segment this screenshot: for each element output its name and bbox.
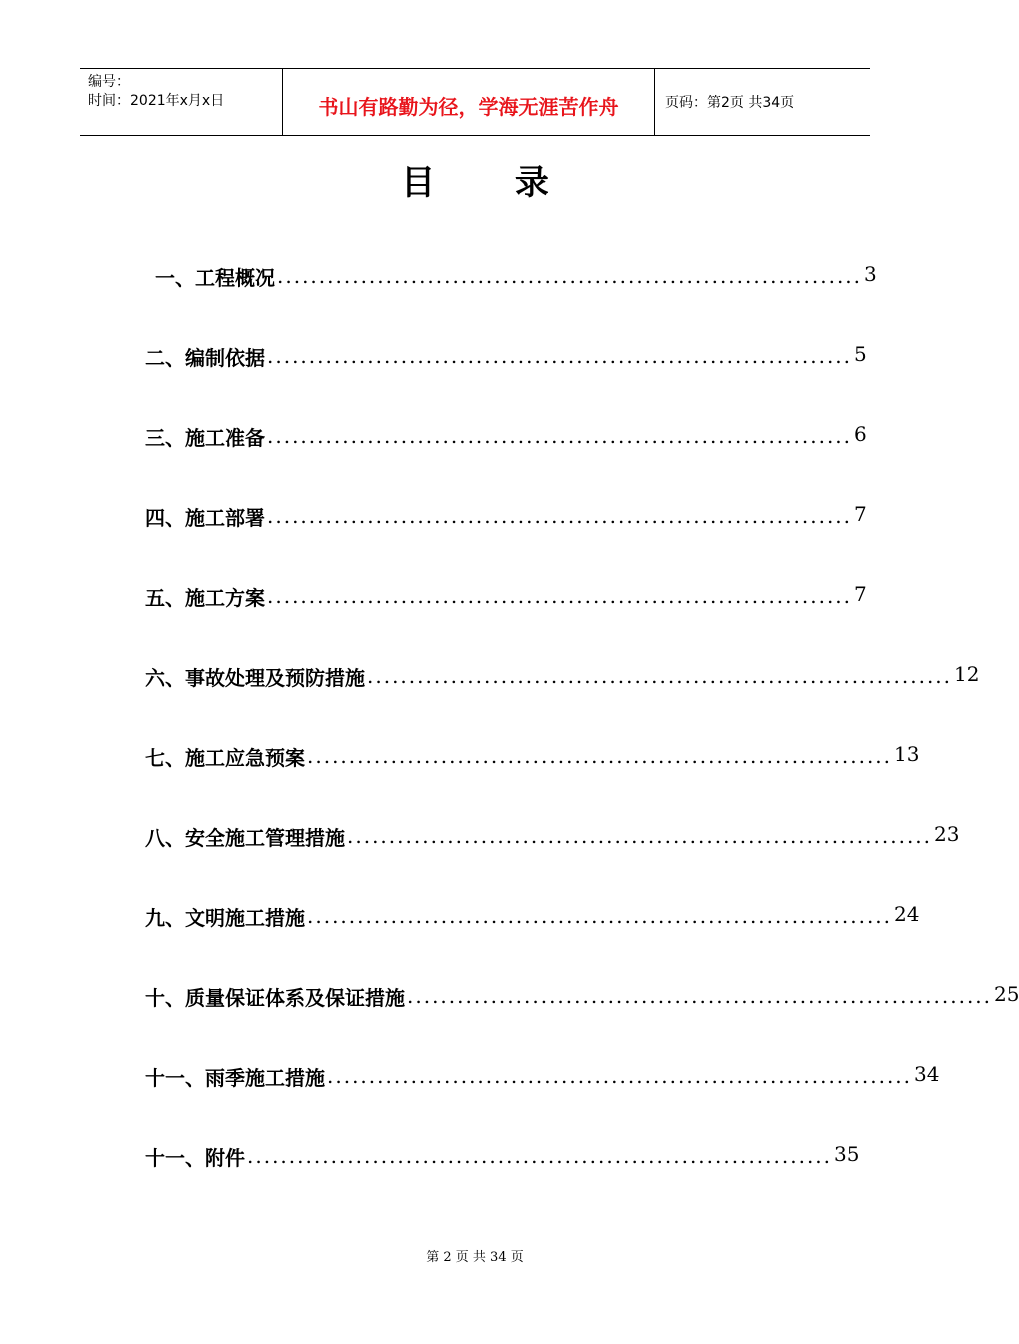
header-motto-cell (283, 69, 655, 135)
toc-entry[interactable] (145, 1062, 940, 1142)
toc-leader: ...................................................................... (367, 664, 953, 688)
toc-entry-page: 7 (854, 502, 867, 526)
toc-entry[interactable] (145, 502, 867, 582)
toc-entry-page: 6 (854, 422, 867, 446)
toc-entry[interactable] (145, 582, 867, 662)
header-meta (80, 69, 283, 135)
toc-entry-page: 35 (834, 1142, 860, 1166)
toc-entry-page: 3 (864, 262, 877, 286)
toc-leader: ...................................................................... (307, 744, 893, 768)
page-header (80, 68, 870, 136)
page-title (0, 155, 950, 204)
toc-leader: ...................................................................... (267, 344, 853, 368)
toc-entry-label: 二、编制依据 (145, 346, 265, 370)
toc-entry-page: 25 (994, 982, 1019, 1006)
toc-entry-label: 九、文明施工措施 (145, 906, 305, 930)
toc-entry[interactable] (145, 342, 867, 422)
toc-entry[interactable] (145, 662, 980, 742)
toc-entry[interactable] (145, 982, 1019, 1062)
toc-entry-label: 五、施工方案 (145, 586, 265, 610)
toc-entry-page: 13 (894, 742, 920, 766)
title-char-1: 目 (401, 163, 436, 203)
toc-entry-label: 十一、雨季施工措施 (145, 1066, 325, 1090)
page-footer: 第 2 页 共 34 页 (426, 1250, 524, 1265)
header-page-info-cell (655, 69, 870, 135)
time-label: 时间：2021年x月x日 (88, 93, 225, 109)
toc-entry[interactable] (145, 422, 867, 502)
toc-entry-label: 三、施工准备 (145, 426, 265, 450)
toc-leader: ...................................................................... (327, 1064, 913, 1088)
toc-leader: ...................................................................... (307, 904, 893, 928)
toc-entry-label: 八、安全施工管理措施 (145, 826, 345, 850)
toc-entry-page: 23 (934, 822, 960, 846)
toc-leader: ...................................................................... (407, 984, 993, 1008)
motto-text: 书山有路勤为径，学海无涯苦作舟 (318, 94, 619, 119)
toc-entry-page: 7 (854, 582, 867, 606)
toc-entry-label: 七、施工应急预案 (145, 746, 305, 770)
toc-entry-label: 十、质量保证体系及保证措施 (145, 986, 405, 1010)
table-of-contents (145, 262, 1019, 1222)
toc-entry-page: 24 (894, 902, 920, 926)
toc-entry-label: 四、施工部署 (145, 506, 265, 530)
toc-leader: ...................................................................... (347, 824, 933, 848)
toc-entry-page: 34 (914, 1062, 940, 1086)
toc-entry[interactable] (145, 902, 920, 982)
toc-entry[interactable] (145, 1142, 860, 1222)
toc-leader: ...................................................................... (267, 584, 853, 608)
number-label: 编号： (88, 74, 130, 90)
toc-leader: ...................................................................... (267, 504, 853, 528)
toc-entry-page: 5 (854, 342, 867, 366)
toc-leader: ...................................................................... (247, 1144, 833, 1168)
toc-entry[interactable] (145, 262, 877, 342)
toc-leader: ...................................................................... (277, 264, 863, 288)
toc-leader: ...................................................................... (267, 424, 853, 448)
toc-entry[interactable] (145, 742, 920, 822)
page-info: 页码：第2页 共34页 (665, 95, 795, 111)
toc-entry-label: 一、工程概况 (155, 266, 275, 290)
toc-entry[interactable] (145, 822, 960, 902)
toc-entry-page: 12 (954, 662, 980, 686)
title-char-2: 录 (514, 163, 549, 203)
toc-entry-label: 十一、附件 (145, 1146, 245, 1170)
toc-entry-label: 六、事故处理及预防措施 (145, 666, 365, 690)
